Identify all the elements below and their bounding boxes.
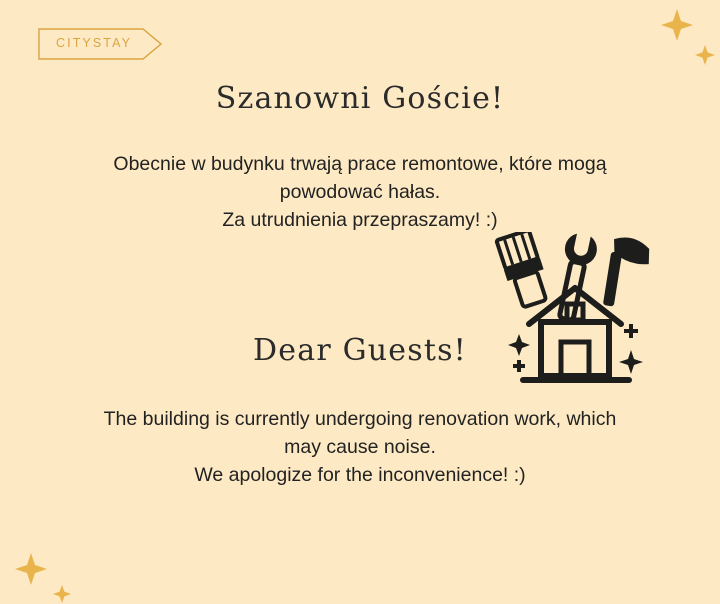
sparkle-icon (694, 44, 716, 71)
sparkle-icon (14, 552, 48, 591)
page-title-polish: Szanowni Goście! (215, 81, 505, 116)
notice-line-pl-1: Obecnie w budynku trwają prace remontowe, które mogą (113, 153, 607, 175)
page-title-english: Dear Guests! (253, 333, 467, 368)
notice-line-en-3: We apologize for the inconvenience! :) (194, 464, 526, 486)
brand-logo-badge (38, 28, 162, 60)
notice-body-english (50, 405, 670, 489)
sparkle-icon (52, 584, 72, 604)
sparkle-icon (660, 8, 694, 47)
renovation-house-tools-icon (483, 232, 663, 397)
notice-line-pl-3: Za utrudnienia przepraszamy! :) (222, 209, 498, 231)
brand-name: CITYSTAY (56, 36, 133, 50)
notice-line-en-2: may cause noise. (284, 436, 436, 458)
notice-body-polish (50, 150, 670, 234)
notice-line-pl-2: powodować hałas. (279, 181, 441, 203)
notice-line-en-1: The building is currently undergoing renovation work, which (103, 408, 617, 430)
